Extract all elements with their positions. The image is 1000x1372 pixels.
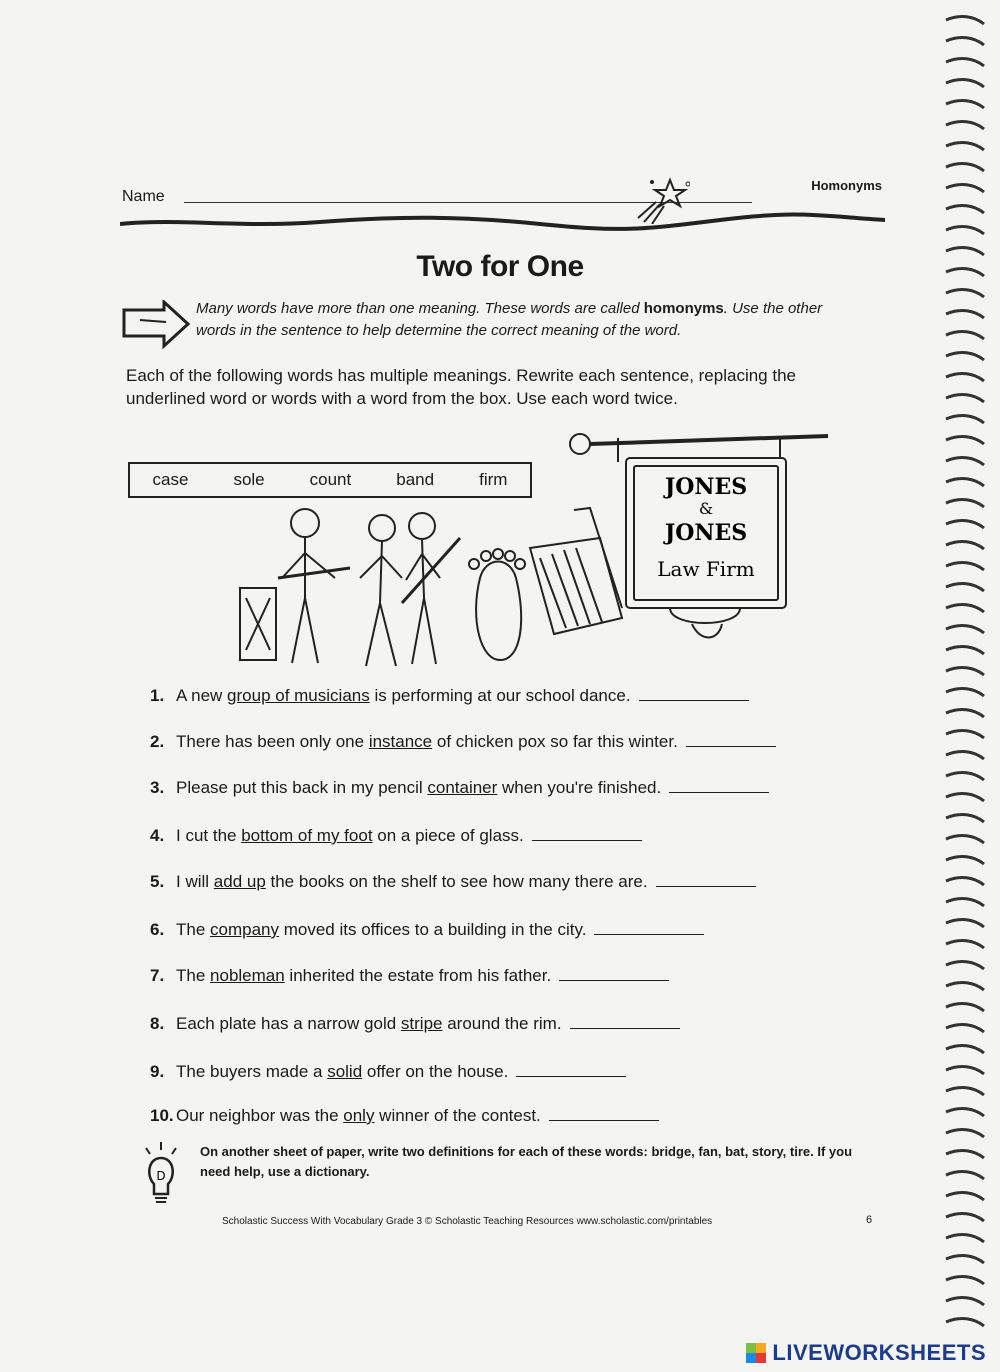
- intro-bold-word: homonyms: [643, 300, 724, 317]
- spiral-coil: [946, 1235, 984, 1242]
- spiral-coil: [946, 563, 984, 570]
- spiral-coil: [946, 815, 984, 822]
- spiral-coil: [946, 1130, 984, 1137]
- question-text: when you're finished.: [497, 778, 662, 797]
- spiral-coil: [946, 143, 984, 150]
- spiral-coil: [946, 962, 984, 969]
- underlined-phrase: only: [343, 1106, 375, 1125]
- word-box-item: sole: [233, 470, 265, 489]
- intro-text-end: . Use the other words in the sentence to help determine the correct meaning of the word.: [196, 300, 823, 339]
- word-box-item: firm: [479, 470, 508, 489]
- answer-blank[interactable]: [656, 872, 756, 887]
- extension-tip: On another sheet of paper, write two definitions for each of these words: bridge, fan, bat, story, tire. If you need help, use a dictionary.: [200, 1144, 853, 1179]
- word-box-item: count: [309, 470, 352, 489]
- spiral-coil: [946, 836, 984, 843]
- question-text: The: [176, 966, 211, 985]
- question-9: [150, 1062, 626, 1082]
- spiral-coil: [946, 227, 984, 234]
- sign-line-jones: JONES: [664, 474, 748, 500]
- question-text: I cut the: [176, 826, 242, 845]
- underlined-phrase: company: [210, 920, 280, 939]
- underlined-phrase: container: [427, 778, 498, 797]
- spiral-coil: [946, 290, 984, 297]
- spiral-coil: [946, 647, 984, 654]
- svg-text:D: D: [156, 1169, 166, 1183]
- question-5: [150, 872, 756, 892]
- question-number: 6.: [150, 920, 165, 939]
- illustration: [230, 428, 830, 678]
- name-label: Name: [122, 188, 165, 205]
- spiral-coil: [946, 689, 984, 696]
- liveworksheets-logo-icon: [746, 1343, 766, 1363]
- spiral-coil: [946, 311, 984, 318]
- spiral-coil: [946, 332, 984, 339]
- sign-line-law-firm: Law Firm: [657, 557, 755, 581]
- liveworksheets-brand[interactable]: [746, 1340, 986, 1366]
- question-2: [150, 732, 776, 752]
- spiral-coil: [946, 1004, 984, 1011]
- underlined-phrase: nobleman: [210, 966, 285, 985]
- sign-line-ampersand: &: [698, 499, 714, 518]
- lightbulb-icon: [138, 1140, 184, 1210]
- pencil-case-illustration: [530, 508, 622, 634]
- question-number: 7.: [150, 966, 165, 985]
- question-number: 9.: [150, 1062, 165, 1081]
- intro-text-start: Many words have more than one meaning. These words are called: [196, 300, 644, 317]
- wavy-divider: [120, 212, 885, 232]
- spiral-coil: [946, 1067, 984, 1074]
- spiral-coil: [946, 479, 984, 486]
- question-3: [150, 778, 769, 798]
- arrow-icon: [120, 300, 192, 350]
- question-text: The buyers made a: [176, 1062, 328, 1081]
- spiral-coil: [946, 185, 984, 192]
- spiral-coil: [946, 626, 984, 633]
- spiral-coil: [946, 878, 984, 885]
- question-text: around the rim.: [442, 1014, 562, 1033]
- spiral-coil: [946, 1214, 984, 1221]
- spiral-coil: [946, 584, 984, 591]
- underlined-phrase: group of musicians: [227, 686, 370, 705]
- directions: Each of the following words has multiple meanings. Rewrite each sentence, replacing the underlined word or words with a word from the box. Use each word twice.: [126, 366, 796, 408]
- spiral-coil: [946, 1151, 984, 1158]
- question-6: [150, 920, 704, 940]
- answer-blank[interactable]: [686, 732, 776, 747]
- question-8: [150, 1014, 680, 1034]
- spiral-coil: [946, 1256, 984, 1263]
- spiral-coil: [946, 80, 984, 87]
- spiral-coil: [946, 374, 984, 381]
- spiral-coil: [946, 605, 984, 612]
- word-box-item: band: [396, 470, 435, 489]
- spiral-coil: [946, 710, 984, 717]
- brand-text: LIVEWORKSHEETS: [772, 1340, 986, 1365]
- question-text: on a piece of glass.: [372, 826, 524, 845]
- spiral-coil: [946, 1298, 984, 1305]
- question-text: winner of the contest.: [374, 1106, 541, 1125]
- spiral-coil: [946, 38, 984, 45]
- spiral-coil: [946, 794, 984, 801]
- spiral-coil: [946, 941, 984, 948]
- sign-line-jones-2: JONES: [664, 520, 748, 546]
- question-text: of chicken pox so far this winter.: [432, 732, 678, 751]
- spiral-coil: [946, 920, 984, 927]
- question-text: is performing at our school dance.: [369, 686, 631, 705]
- spiral-coil: [946, 458, 984, 465]
- question-text: The: [176, 920, 211, 939]
- question-number: 1.: [150, 686, 165, 705]
- answer-blank[interactable]: [532, 826, 642, 841]
- question-text: A new: [176, 686, 228, 705]
- question-text: inherited the estate from his father.: [284, 966, 552, 985]
- foot-illustration: [469, 549, 525, 660]
- spiral-coil: [946, 1277, 984, 1284]
- spiral-coil: [946, 17, 984, 24]
- underlined-phrase: bottom of my foot: [241, 826, 373, 845]
- question-text: Please put this back in my pencil: [176, 778, 428, 797]
- question-10: [150, 1106, 659, 1126]
- underlined-phrase: instance: [368, 732, 433, 751]
- question-1: [150, 686, 749, 706]
- spiral-coil: [946, 437, 984, 444]
- topic-label: Homonyms: [811, 178, 882, 193]
- question-number: 3.: [150, 778, 165, 797]
- underlined-phrase: stripe: [400, 1014, 443, 1033]
- spiral-coil: [946, 773, 984, 780]
- underlined-phrase: solid: [327, 1062, 363, 1081]
- spiral-coil: [946, 164, 984, 171]
- footer-credit: Scholastic Success With Vocabulary Grade 3 © Scholastic Teaching Resources www.scholastic.com/printables: [222, 1216, 713, 1227]
- question-4: [150, 826, 642, 846]
- spiral-coil: [946, 101, 984, 108]
- question-text: Our neighbor was the: [176, 1106, 344, 1125]
- spiral-coil: [946, 752, 984, 759]
- spiral-coil: [946, 416, 984, 423]
- spiral-coil: [946, 1025, 984, 1032]
- answer-blank[interactable]: [559, 966, 669, 981]
- spiral-coil: [946, 59, 984, 66]
- answer-blank[interactable]: [639, 686, 749, 701]
- answer-blank[interactable]: [570, 1014, 680, 1029]
- spiral-coil: [946, 1109, 984, 1116]
- spiral-coil: [946, 206, 984, 213]
- spiral-coil: [946, 500, 984, 507]
- spiral-coil: [946, 899, 984, 906]
- spiral-coil: [946, 1088, 984, 1095]
- band-illustration: [240, 509, 460, 666]
- question-text: offer on the house.: [362, 1062, 509, 1081]
- answer-blank[interactable]: [669, 778, 769, 793]
- word-box-item: case: [152, 470, 189, 489]
- spiral-coil: [946, 395, 984, 402]
- answer-blank[interactable]: [594, 920, 704, 935]
- question-text: moved its offices to a building in the city.: [279, 920, 587, 939]
- answer-blank[interactable]: [516, 1062, 626, 1077]
- spiral-coil: [946, 542, 984, 549]
- underlined-phrase: add up: [213, 872, 266, 891]
- page-title: Two for One: [416, 250, 584, 283]
- question-text: the books on the shelf to see how many there are.: [265, 872, 648, 891]
- spiral-coil: [946, 122, 984, 129]
- question-number: 10.: [150, 1106, 174, 1125]
- spiral-coil: [946, 1319, 984, 1326]
- page-number: 6: [866, 1214, 873, 1226]
- question-7: [150, 966, 669, 986]
- spiral-coil: [946, 1046, 984, 1053]
- spiral-coil: [946, 857, 984, 864]
- spiral-coil: [946, 521, 984, 528]
- spiral-coil: [946, 1172, 984, 1179]
- question-number: 8.: [150, 1014, 165, 1033]
- spiral-coil: [946, 731, 984, 738]
- question-text: I will: [176, 872, 214, 891]
- spiral-coil: [946, 668, 984, 675]
- question-number: 5.: [150, 872, 165, 891]
- intro-text: [196, 298, 866, 342]
- question-text: There has been only one: [176, 732, 369, 751]
- spiral-coil: [946, 983, 984, 990]
- answer-blank[interactable]: [549, 1106, 659, 1121]
- spiral-binding: [940, 0, 990, 1345]
- question-number: 2.: [150, 732, 165, 751]
- question-text: Each plate has a narrow gold: [176, 1014, 401, 1033]
- question-number: 4.: [150, 826, 165, 845]
- spiral-coil: [946, 1193, 984, 1200]
- spiral-coil: [946, 353, 984, 360]
